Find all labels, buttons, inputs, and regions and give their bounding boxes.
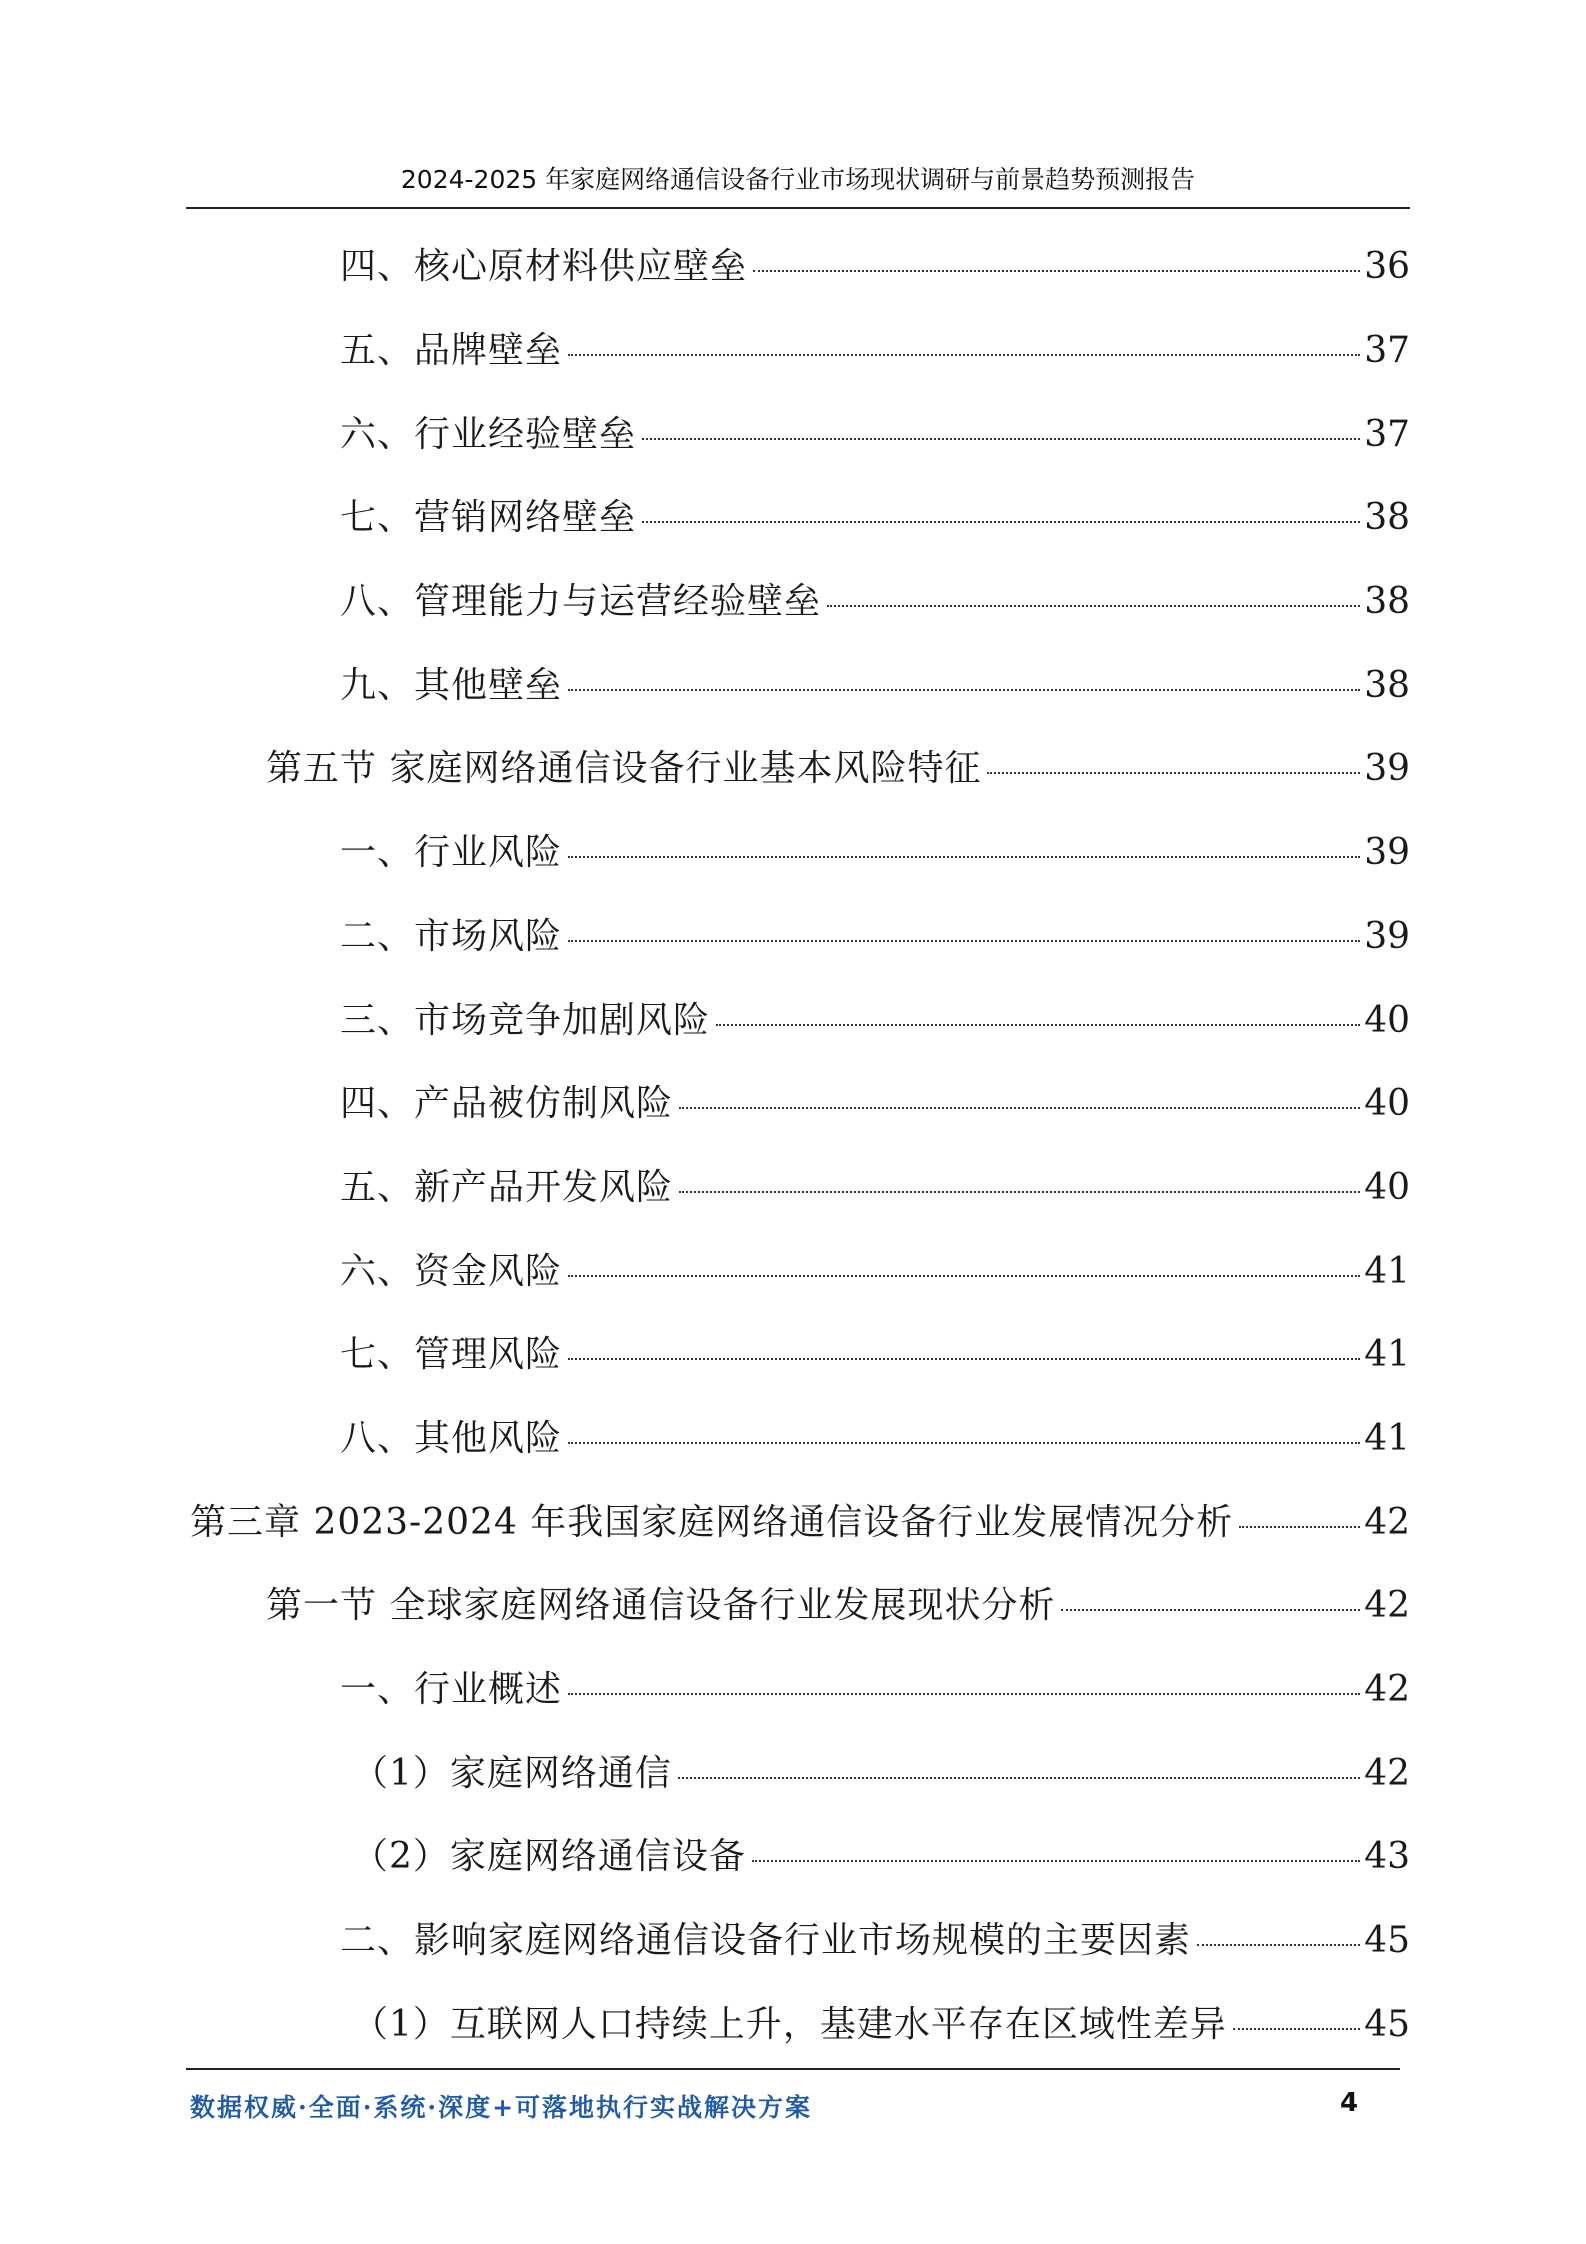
toc-entry-label: 八、管理能力与运营经验壁垒 — [340, 581, 822, 623]
toc-entry[interactable] — [0, 389, 1586, 473]
toc-entry-label: 第五节 家庭网络通信设备行业基本风险特征 — [266, 748, 982, 790]
toc-dot-leader — [568, 689, 1360, 691]
toc-dot-leader — [642, 521, 1360, 523]
toc-entry-label: 二、影响家庭网络通信设备行业市场规模的主要因素 — [340, 1920, 1192, 1962]
toc-entry-page: 40 — [1364, 1166, 1410, 1208]
toc-entry[interactable] — [0, 1896, 1586, 1980]
toc-dot-leader — [678, 1777, 1360, 1779]
toc-dot-leader — [1197, 1944, 1360, 1946]
toc-entry-label: 八、其他风险 — [340, 1417, 563, 1459]
toc-entry-page: 42 — [1364, 1752, 1410, 1794]
toc-entry-page: 37 — [1364, 330, 1410, 372]
toc-entry-page: 38 — [1364, 497, 1410, 539]
toc-entry[interactable] — [0, 306, 1586, 390]
toc-entry[interactable] — [0, 1477, 1586, 1561]
toc-dot-leader — [679, 1191, 1360, 1193]
toc-dot-leader — [568, 1693, 1360, 1695]
toc-dot-leader — [568, 940, 1360, 942]
toc-entry[interactable] — [0, 1561, 1586, 1645]
table-of-contents — [0, 222, 1586, 2063]
toc-entry[interactable] — [0, 1059, 1586, 1143]
toc-dot-leader — [753, 270, 1360, 272]
toc-entry-label: 第三章 2023-2024 年我国家庭网络通信设备行业发展情况分析 — [190, 1501, 1234, 1543]
toc-entry[interactable] — [0, 808, 1586, 892]
toc-entry-label: （1）互联网人口持续上升，基建水平存在区域性差异 — [352, 2003, 1227, 2045]
toc-entry-label: 六、行业经验壁垒 — [340, 413, 637, 455]
toc-entry-label: 三、市场竞争加剧风险 — [340, 999, 711, 1041]
toc-entry[interactable] — [0, 975, 1586, 1059]
toc-dot-leader — [827, 605, 1360, 607]
toc-dot-leader — [1233, 2028, 1360, 2030]
toc-entry[interactable] — [0, 1143, 1586, 1227]
toc-dot-leader — [752, 1860, 1360, 1862]
toc-entry-label: （2）家庭网络通信设备 — [352, 1836, 746, 1878]
toc-dot-leader — [642, 438, 1360, 440]
toc-entry-page: 43 — [1364, 1836, 1410, 1878]
toc-dot-leader — [1061, 1609, 1360, 1611]
toc-entry-page: 36 — [1364, 246, 1410, 288]
toc-entry-label: 七、营销网络壁垒 — [340, 497, 637, 539]
toc-entry-page: 45 — [1364, 1920, 1410, 1962]
toc-entry[interactable] — [0, 1226, 1586, 1310]
toc-dot-leader — [568, 354, 1360, 356]
toc-entry-page: 39 — [1364, 832, 1410, 874]
toc-entry-label: 五、品牌壁垒 — [340, 330, 563, 372]
toc-entry[interactable] — [0, 1310, 1586, 1394]
toc-entry-page: 40 — [1364, 1083, 1410, 1125]
footer-divider — [186, 2068, 1400, 2070]
toc-entry-page: 41 — [1364, 1250, 1410, 1292]
toc-entry[interactable] — [0, 1394, 1586, 1478]
toc-entry[interactable] — [0, 1645, 1586, 1729]
toc-entry-page: 39 — [1364, 915, 1410, 957]
toc-entry-page: 42 — [1364, 1585, 1410, 1627]
toc-dot-leader — [716, 1024, 1360, 1026]
header-divider — [186, 207, 1410, 209]
toc-entry-label: 一、行业风险 — [340, 832, 563, 874]
toc-entry[interactable] — [0, 724, 1586, 808]
toc-dot-leader — [568, 1442, 1360, 1444]
toc-entry-label: 九、其他壁垒 — [340, 664, 563, 706]
toc-entry-page: 38 — [1364, 664, 1410, 706]
toc-dot-leader — [568, 1275, 1360, 1277]
toc-entry-page: 41 — [1364, 1417, 1410, 1459]
toc-entry[interactable] — [0, 1812, 1586, 1896]
toc-entry-page: 37 — [1364, 413, 1410, 455]
toc-entry-label: 四、核心原材料供应壁垒 — [340, 246, 748, 288]
toc-entry-page: 40 — [1364, 999, 1410, 1041]
toc-entry-page: 45 — [1364, 2003, 1410, 2045]
toc-entry[interactable] — [0, 640, 1586, 724]
toc-entry[interactable] — [0, 473, 1586, 557]
toc-entry-label: （1）家庭网络通信 — [352, 1752, 672, 1794]
toc-entry[interactable] — [0, 892, 1586, 976]
toc-entry[interactable] — [0, 1979, 1586, 2063]
toc-dot-leader — [987, 772, 1360, 774]
toc-entry-page: 39 — [1364, 748, 1410, 790]
toc-dot-leader — [1239, 1526, 1360, 1528]
toc-entry-label: 二、市场风险 — [340, 915, 563, 957]
toc-entry-label: 一、行业概述 — [340, 1669, 563, 1711]
toc-entry-label: 六、资金风险 — [340, 1250, 563, 1292]
toc-entry-label: 四、产品被仿制风险 — [340, 1083, 674, 1125]
toc-entry-label: 五、新产品开发风险 — [340, 1166, 674, 1208]
toc-dot-leader — [568, 856, 1360, 858]
toc-dot-leader — [568, 1358, 1360, 1360]
toc-entry-page: 38 — [1364, 581, 1410, 623]
toc-entry[interactable] — [0, 222, 1586, 306]
toc-entry-page: 42 — [1364, 1669, 1410, 1711]
toc-entry-label: 第一节 全球家庭网络通信设备行业发展现状分析 — [266, 1585, 1056, 1627]
toc-entry[interactable] — [0, 1728, 1586, 1812]
toc-entry[interactable] — [0, 557, 1586, 641]
toc-entry-label: 七、管理风险 — [340, 1334, 563, 1376]
footer-page-number: 4 — [1340, 2088, 1359, 2118]
footer-slogan: 数据权威·全面·系统·深度+可落地执行实战解决方案 — [190, 2093, 813, 2122]
toc-entry-page: 42 — [1364, 1501, 1410, 1543]
page-header-title: 2024-2025 年家庭网络通信设备行业市场现状调研与前景趋势预测报告 — [400, 165, 1196, 194]
toc-entry-page: 41 — [1364, 1334, 1410, 1376]
toc-dot-leader — [679, 1107, 1360, 1109]
